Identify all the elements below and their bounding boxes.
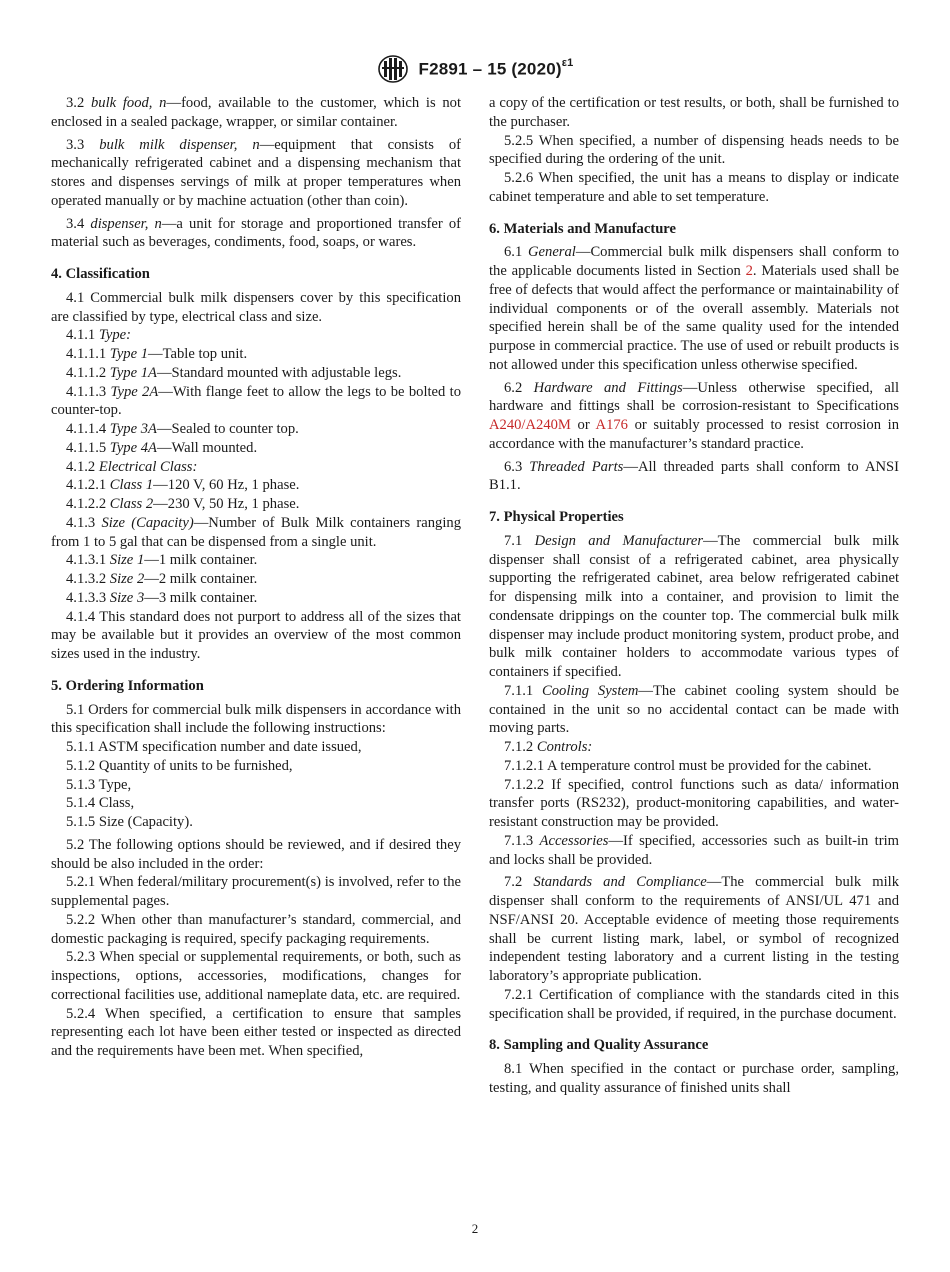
para-5-2-5: 5.2.5 When specified, a number of dispensing heads needs to be specified during the ordering of the unit. — [489, 132, 899, 168]
para-4-1-4: 4.1.4 This standard does not purport to address all of the sizes that may be available but it provides an overview of the most common sizes used in the industry. — [51, 608, 461, 662]
para-4-1-3: 4.1.3 Size (Capacity)—Number of Bulk Milk containers ranging from 1 to 5 gal that can be dispensed from a single unit. — [51, 514, 461, 550]
para-5-1-2: 5.1.2 Quantity of units to be furnished, — [66, 757, 293, 774]
para-5-1: 5.1 Orders for commercial bulk milk dispensers in accordance with this specification shall include the following instructions: — [51, 701, 461, 737]
para-7-1-2-2: 7.1.2.2 If specified, control functions such as data/ information transfer ports (RS232), product-monitoring capabilities, and water-resistant construction may be provided. — [489, 776, 899, 830]
para-8-1: 8.1 When specified in the contact or purchase order, sampling, testing, and quality assurance of finished units shall — [489, 1061, 899, 1096]
para-5-1-5: 5.1.5 Size (Capacity). — [66, 814, 193, 830]
para-5-2-1: 5.2.1 When federal/military procurement(s) is involved, refer to the supplemental pages. — [51, 874, 461, 909]
para-4-1: 4.1 Commercial bulk milk dispensers cover by this specification are classified by type, electrical class and size. — [51, 289, 461, 325]
para-5-1-1: 5.1.1 ASTM specification number and date issued, — [66, 739, 362, 755]
para-4-1-1: 4.1.1 Type: — [66, 327, 131, 344]
a240-link[interactable]: A240/A240M — [489, 417, 571, 433]
para-5-1-3: 5.1.3 Type, — [66, 776, 132, 793]
astm-logo-icon — [376, 54, 410, 84]
left-column — [51, 94, 461, 1061]
page-header — [0, 52, 950, 86]
right-column — [489, 94, 899, 1098]
para-4-1-3-3: 4.1.3.3 Size 3—3 milk container. — [66, 589, 258, 606]
para-5-2-3: 5.2.3 When special or supplemental requirements, or both, such as inspections, options, accessories, modifications, changes for correctional facilities use, additional nameplate data, etc. are required. — [51, 949, 461, 1003]
heading-materials-and-manufacture: 6. Materials and Manufacture — [489, 220, 676, 237]
para-5-2: 5.2 The following options should be reviewed, and if desired they should be also included in the order: — [51, 836, 461, 872]
heading-physical-properties: 7. Physical Properties — [489, 509, 624, 525]
heading-sampling-and-quality-assurance: 8. Sampling and Quality Assurance — [489, 1037, 709, 1054]
para-6-2: 6.2 Hardware and Fittings—Unless otherwise specified, all hardware and fittings shall be corrosion-resistant to Specifications A240/A240M or A176 or suitably processed to resist corrosion in accordance with the manufacturer’s standard practice. — [489, 379, 899, 452]
a176-link[interactable]: A176 — [595, 417, 628, 433]
para-4-1-2-2: 4.1.2.2 Class 2—230 V, 50 Hz, 1 phase. — [66, 496, 300, 512]
para-5-2-4-continued: a copy of the certification or test results, or both, shall be furnished to the purchaser. — [489, 95, 899, 130]
para-5-2-6: 5.2.6 When specified, the unit has a means to display or indicate cabinet temperature and able to set temperature. — [489, 170, 899, 205]
standard-designation: F2891 – 15 $(2020)^{\varepsilon 1}$ — [418, 56, 574, 79]
para-4-1-1-1: 4.1.1.1 Type 1—Table top unit. — [66, 346, 248, 362]
para-4-1-1-5: 4.1.1.5 Type 4A—Wall mounted. — [66, 439, 258, 456]
heading-classification: 4. Classification — [51, 266, 150, 282]
epsilon-superscript: ε1 — [561, 56, 574, 69]
para-7-1-2-1: 7.1.2.1 A temperature control must be provided for the cabinet. — [504, 757, 872, 774]
para-7-2: 7.2 Standards and Compliance—The commercial bulk milk dispenser shall conform to the requirements of ANSI/UL 471 and NSF/ANSI 20. Acceptable evidence of meeting those requirements shall be current listing mark, label, or symbol of recognized independent testing laboratory and a current listing in the testing laboratory’s appropriate publication. — [489, 874, 900, 984]
para-7-1-2: 7.1.2 Controls: — [504, 739, 593, 755]
section-2-link[interactable]: 2 — [745, 263, 753, 279]
para-5-2-2: 5.2.2 When other than manufacturer’s standard, commercial, and domestic packaging is required, specify packaging requirements. — [51, 911, 461, 947]
para-7-1: 7.1 Design and Manufacturer—The commercial bulk milk dispenser shall consist of a refrigerated cabinet, area physically supporting the refrigerated cabinet, area below refrigerated cabinet for dispensing milk into a container, and provision to limit the condensate drippings on the counter top. The commercial bulk milk dispenser may include product monitoring system, product probe, and bulk milk container holders to accommodate various types of containers if specified. — [489, 532, 900, 680]
para-4-1-2-1: 4.1.2.1 Class 1—120 V, 60 Hz, 1 phase. — [66, 477, 300, 494]
para-3-3: 3.3 bulk milk dispenser, n—equipment that consists of mechanically refrigerated cabinet and a dispensing mechanism that stores and dispenses servings of milk at proper temperatures when operated manually or by machine actuation (other than coin). — [51, 136, 461, 209]
page-number: 2 — [471, 1221, 479, 1236]
para-7-1-1: 7.1.1 Cooling System—The cabinet cooling system should be contained in the unit so no accidental contact can be made with moving parts. — [489, 682, 899, 737]
para-7-2-1: 7.2.1 Certification of compliance with the standards cited in this specification shall be provided, if required, in the purchase document. — [489, 986, 899, 1022]
para-4-1-3-1: 4.1.3.1 Size 1—1 milk container. — [66, 552, 258, 569]
para-4-1-2: 4.1.2 Electrical Class: — [66, 458, 198, 475]
para-6-3: 6.3 Threaded Parts—All threaded parts shall conform to ANSI B1.1. — [489, 458, 900, 494]
para-4-1-1-3: 4.1.1.3 Type 2A—With flange feet to allow the legs to be bolted to counter-top. — [51, 383, 461, 419]
heading-ordering-information: 5. Ordering Information — [51, 677, 204, 694]
para-5-1-4: 5.1.4 Class, — [66, 795, 135, 812]
para-4-1-1-4: 4.1.1.4 Type 3A—Sealed to counter top. — [66, 421, 299, 437]
para-5-2-4: 5.2.4 When specified, a certification to ensure that samples representing each lot have been either tested or inspected as directed and the requirements have been met. When specified, — [51, 1005, 461, 1059]
para-7-1-3: 7.1.3 Accessories—If specified, accessories such as built-in trim and locks shall be provided. — [489, 832, 899, 868]
para-4-1-3-2: 4.1.3.2 Size 2—2 milk container. — [66, 571, 258, 587]
para-6-1: 6.1 General—Commercial bulk milk dispensers shall conform to the applicable documents listed in Section 2. Materials used shall be free of defects that would affect the performance or maintainability of individual components or of the overall assembly. Materials not specified herein shall be of the same quality used for the intended purpose in commercial practice. The use of used or rebuilt products is not allowed under this specification unless otherwise specified. — [489, 244, 900, 373]
para-4-1-1-2: 4.1.1.2 Type 1A—Standard mounted with adjustable legs. — [66, 364, 402, 381]
para-3-4: 3.4 dispenser, n—a unit for storage and proportioned transfer of material such as beverages, condiments, food, soaps, or wares. — [51, 215, 462, 251]
para-3-2: 3.2 bulk food, n—food, available to the customer, which is not enclosed in a sealed package, wrapper, or similar container. — [51, 95, 462, 130]
